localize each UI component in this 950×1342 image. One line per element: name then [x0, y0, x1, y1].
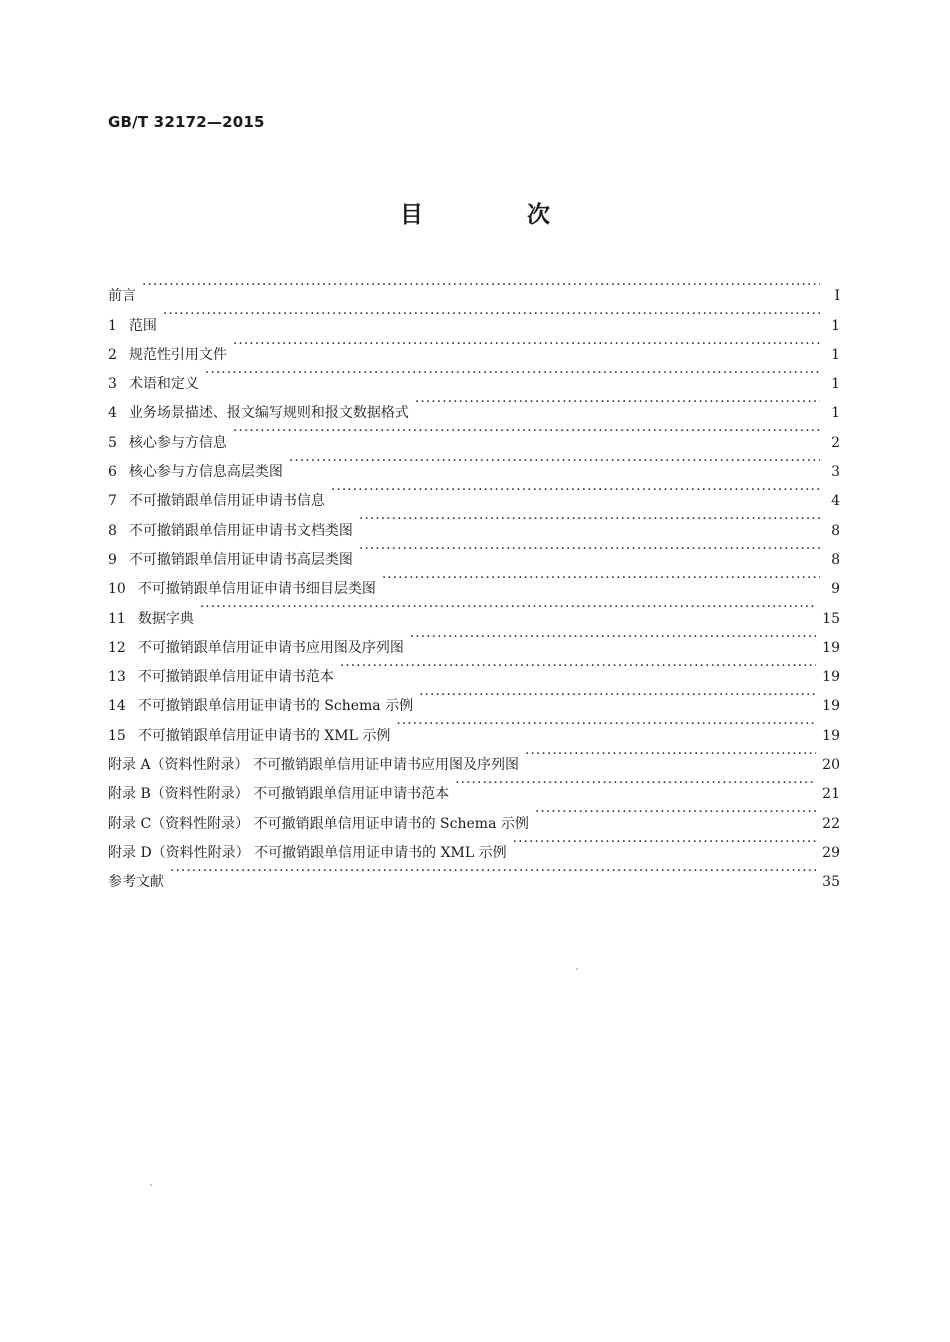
toc-title: 目 次	[399, 202, 598, 228]
toc-entry-12[interactable]	[108, 623, 840, 656]
toc-entry-label: 数据字典	[137, 610, 194, 627]
toc-entry-number: 7	[108, 493, 117, 510]
toc-entry-number: 1	[108, 317, 117, 334]
toc-entry-page: 29	[822, 844, 840, 861]
toc-entry-2[interactable]	[108, 330, 840, 363]
toc-entry-label: 附录 A（资料性附录） 不可撤销跟单信用证申请书应用图及序列图	[108, 757, 520, 774]
toc-entry-page: 19	[822, 669, 840, 686]
toc-entry-label: 不可撤销跟单信用证申请书细目层类图	[137, 581, 376, 598]
toc-entry-4[interactable]	[108, 388, 840, 422]
toc-entry-label: 不可撤销跟单信用证申请书的 XML 示例	[137, 727, 391, 744]
toc-dot-leader	[415, 388, 820, 417]
toc-dot-leader	[142, 271, 820, 300]
toc-entry-label: 不可撤销跟单信用证申请书信息	[128, 493, 325, 510]
toc-dot-leader	[331, 476, 820, 505]
toc-entry-3[interactable]	[108, 359, 840, 393]
toc-dot-leader	[419, 681, 816, 710]
toc-dot-leader	[170, 857, 816, 886]
toc-entry-number: 13	[108, 669, 126, 686]
toc-entry-label: 核心参与方信息	[128, 434, 227, 451]
toc-dot-leader	[513, 828, 817, 857]
table-of-contents	[108, 271, 840, 891]
toc-entry-label: 范围	[128, 317, 157, 334]
toc-entry-label: 附录 D（资料性附录） 不可撤销跟单信用证申请书的 XML 示例	[108, 844, 507, 861]
toc-entry-number: 6	[108, 464, 117, 481]
toc-dot-leader	[200, 593, 816, 622]
toc-dot-leader	[396, 710, 816, 739]
toc-entry-page: 9	[831, 581, 840, 598]
toc-entry-number: 10	[108, 581, 126, 598]
toc-dot-leader	[382, 564, 820, 593]
scan-speck	[576, 968, 578, 970]
toc-entry-number: 8	[108, 522, 117, 539]
toc-entry-label: 不可撤销跟单信用证申请书范本	[137, 669, 334, 686]
toc-entry-page: 8	[831, 551, 840, 568]
toc-entry-page: 3	[831, 464, 840, 481]
toc-entry-label: 不可撤销跟单信用证申请书的 Schema 示例	[137, 698, 414, 715]
toc-entry-number: 9	[108, 551, 117, 568]
toc-entry-number: 12	[108, 639, 126, 656]
toc-dot-leader	[535, 798, 816, 827]
toc-dot-leader	[205, 359, 820, 388]
toc-entry-label: 附录 C（资料性附录） 不可撤销跟单信用证申请书的 Schema 示例	[108, 815, 529, 832]
toc-entry-page: 19	[822, 639, 840, 656]
toc-dot-leader	[163, 300, 820, 329]
toc-entry-number: 15	[108, 727, 126, 744]
toc-entry-label: 不可撤销跟单信用证申请书应用图及序列图	[137, 639, 404, 656]
toc-entry-page: 15	[822, 610, 840, 627]
toc-entry-label: 前言	[108, 288, 136, 305]
toc-entry-page: 1	[831, 376, 840, 393]
toc-entry-page: 1	[831, 346, 840, 363]
toc-entry-number: 4	[108, 405, 117, 422]
scan-speck	[150, 1184, 152, 1186]
toc-dot-leader	[410, 623, 816, 652]
toc-entry-number: 14	[108, 698, 126, 715]
toc-entry-number: 2	[108, 346, 117, 363]
toc-entry-page: 1	[831, 317, 840, 334]
toc-entry-references[interactable]	[108, 857, 840, 891]
toc-entry-page: 19	[822, 698, 840, 715]
toc-entry-page: 21	[822, 786, 840, 803]
toc-entry-page: 1	[831, 405, 840, 422]
toc-entry-number: 5	[108, 434, 117, 451]
toc-entry-1[interactable]	[108, 300, 840, 334]
toc-dot-leader	[525, 740, 816, 769]
toc-dot-leader	[289, 447, 820, 476]
toc-entry-label: 不可撤销跟单信用证申请书高层类图	[128, 551, 353, 568]
toc-dot-leader	[455, 769, 816, 798]
toc-entry-page: 19	[822, 727, 840, 744]
toc-entry-page: 8	[831, 522, 840, 539]
toc-entry-label: 术语和定义	[128, 376, 199, 393]
toc-dot-leader	[359, 535, 820, 564]
toc-entry-label: 业务场景描述、报文编写规则和报文数据格式	[128, 405, 409, 422]
toc-entry-label: 附录 B（资料性附录） 不可撤销跟单信用证申请书范本	[108, 786, 450, 803]
toc-entry-number: 11	[108, 610, 126, 627]
toc-dot-leader	[340, 652, 816, 681]
toc-dot-leader	[233, 417, 820, 446]
toc-entry-label: 核心参与方信息高层类图	[128, 464, 283, 481]
toc-entry-page: Ⅰ	[834, 288, 840, 305]
toc-entry-page: 20	[822, 757, 840, 774]
toc-entry-page: 35	[822, 874, 840, 891]
toc-entry-page: 4	[831, 493, 840, 510]
toc-dot-leader	[359, 505, 820, 534]
toc-entry-number: 3	[108, 376, 117, 393]
toc-dot-leader	[233, 330, 820, 359]
toc-entry-label: 规范性引用文件	[128, 346, 227, 363]
toc-entry-page: 2	[831, 434, 840, 451]
toc-entry-11[interactable]	[108, 593, 840, 627]
toc-entry-label: 参考文献	[108, 874, 164, 891]
standard-code: GB/T 32172—2015	[108, 113, 265, 131]
toc-entry-page: 22	[822, 815, 840, 832]
toc-entry-preface[interactable]	[108, 271, 840, 305]
toc-entry-label: 不可撤销跟单信用证申请书文档类图	[128, 522, 353, 539]
